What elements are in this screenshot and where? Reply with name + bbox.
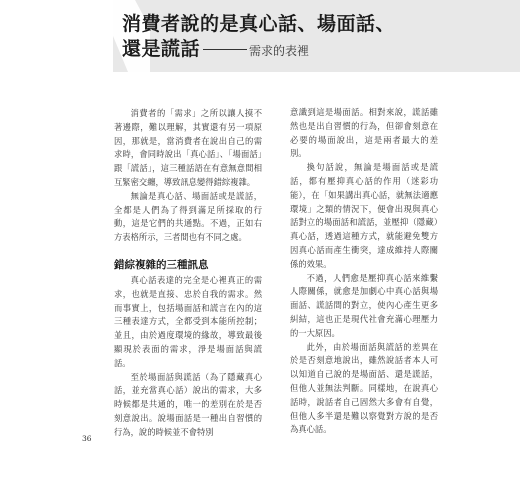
paragraph: 真心話表達的完全是心裡真正的需求，也就是直接、忠於自我的需求。然而事實上，包括場面話和謊言在內的這三種表達方式，全都受到本能所控制；並且，由於過度環境的緣故，導致最後顯現於表面的需求，淨是場面話與謊話。	[114, 274, 262, 368]
title-subtitle: 需求的表裡	[249, 44, 310, 58]
paragraph: 意識到這是場面話。相對來說，謊話雖然也是出自習慣的行為，但卻會刻意在必要的場面說出，這是兩者最大的差別。	[290, 107, 438, 159]
paragraph: 消費者的「需求」之所以讓人摸不著邊際，難以理解，其實還有另一項原因，那就是，當消費者在說出自己的需求時，會同時說出「真心話」、「場面話」跟「謊話」，這三種話語在有意無意間相互緊密交纏，導致訊息變得錯綜複雜。	[114, 108, 262, 187]
title-line-2-text: 還是謊話	[122, 38, 201, 60]
title-line-1: 消費者說的是真心話、場面話、	[122, 13, 396, 35]
paragraph: 無論是真心話、場面話或是謊話，全都是人們為了得到滿足所採取的行動，這是它們的共通點。不過，正如右方表格所示，三者間也有不同之處。	[114, 190, 262, 243]
section-heading: 錯綜複雜的三種訊息	[114, 258, 209, 271]
page-number: 36	[82, 434, 92, 443]
right-column	[290, 106, 438, 437]
paragraph: 不過，人們愈是壓抑真心話來維繫人際關係，就愈是加劇心中真心話與場面話、謊話間的對立，使內心產生更多糾結，這也正是現代社會充滿心理壓力的一大原因。	[290, 272, 438, 338]
title-dash	[203, 49, 247, 50]
page-title	[122, 12, 492, 64]
paragraph: 至於場面話與謊話（為了隱藏真心話，並充當真心話）說出的需求，大多時候都是共通的，唯一的差別在於是否刻意說出。說場面話是一種出自習慣的行為，說的時候並不會特別	[114, 371, 262, 437]
left-column	[114, 107, 262, 440]
paragraph: 此外，由於場面話與謊話的差異在於是否刻意地說出，雖然說話者本人可以知道自己說的是場面話、還是謊話，但他人並無法判斷。同樣地，在說真心話時，說話者自己固然大多會有自覺，但他人多半還是難以察覺對方說的是否為真心話。	[290, 341, 438, 435]
title-line-2	[122, 37, 492, 64]
paragraph: 換句話說，無論是場面話或是謊話，都有壓抑真心話的作用（迷彩功能），在「如果講出真心話，就無法適應環境」之類的情況下，便會出現與真心話對立的場面話和謊話，並壓抑（隱藏）真心話，透過這種方式，就能避免雙方因真心話而產生衝突，達成維持人際關係的效果。	[290, 162, 438, 269]
